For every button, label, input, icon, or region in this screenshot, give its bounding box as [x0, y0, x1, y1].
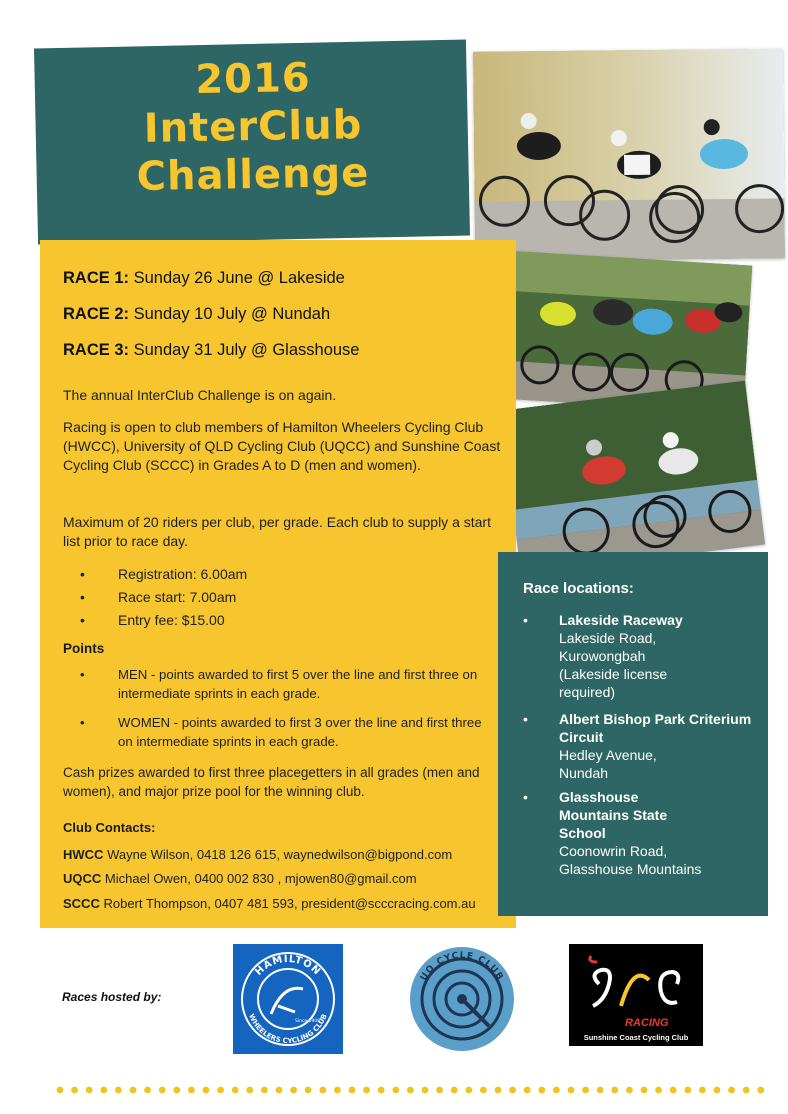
race-3-line: RACE 3: Sunday 31 July @ Glasshouse: [63, 341, 360, 359]
divider-dot: [641, 1087, 648, 1094]
location-lakeside: • Lakeside Raceway Lakeside Road, Kurowongbah (Lakeside license required): [523, 612, 683, 700]
divider-dot: [728, 1087, 735, 1094]
race-1-line: RACE 1: Sunday 26 June @ Lakeside: [63, 269, 345, 287]
divider-dot: [71, 1087, 78, 1094]
divider-dot: [714, 1087, 721, 1094]
divider-dot: [261, 1087, 268, 1094]
divider-dot: [495, 1087, 502, 1094]
divider-dot: [699, 1087, 706, 1094]
points-men: • MEN - points awarded to first 5 over the line and first three on intermediate sprints in each grade.: [80, 667, 478, 701]
divider-dot: [86, 1087, 93, 1094]
schedule-registration: • Registration: 6.00am: [80, 566, 248, 582]
cyclists-photo-3: [501, 381, 765, 575]
divider-dot: [670, 1087, 677, 1094]
divider-dot: [553, 1087, 560, 1094]
title-line-challenge: Challenge: [136, 149, 370, 201]
divider-dot: [378, 1087, 385, 1094]
divider-dot: [422, 1087, 429, 1094]
divider-dot: [568, 1087, 575, 1094]
prizes-text: Cash prizes awarded to first three placegetters in all grades (men and women), and major prize pool for the winning club.: [63, 765, 480, 799]
divider-dot: [144, 1087, 151, 1094]
divider-dot: [290, 1087, 297, 1094]
divider-dot: [173, 1087, 180, 1094]
divider-dot: [349, 1087, 356, 1094]
intro-text: The annual InterClub Challenge is on again.: [63, 387, 337, 403]
divider-dot: [436, 1087, 443, 1094]
divider-dot: [509, 1087, 516, 1094]
hamilton-since-text: Since 1908: [295, 1019, 321, 1024]
divider-dot: [334, 1087, 341, 1094]
sccc-racing-text: RACING: [625, 1017, 669, 1029]
schedule-race-start: • Race start: 7.00am: [80, 589, 237, 605]
divider-dot: [276, 1087, 283, 1094]
divider-dot: [159, 1087, 166, 1094]
divider-dot: [538, 1087, 545, 1094]
points-women: • WOMEN - points awarded to first 3 over the line and first three on intermediate sprints in each grade.: [80, 715, 482, 749]
divider-dot: [626, 1087, 633, 1094]
contacts-heading: Club Contacts:: [63, 820, 156, 835]
divider-dot: [392, 1087, 399, 1094]
points-heading: Points: [63, 641, 105, 656]
contact-sccc: SCCC Robert Thompson, 0407 481 593, president@scccracing.com.au: [63, 896, 476, 911]
hamilton-ring-text: HAMILTON: [253, 953, 323, 978]
contact-uqcc: UQCC Michael Owen, 0400 002 830 , mjowen80@gmail.com: [63, 871, 417, 886]
divider-dot: [757, 1087, 764, 1094]
maximum-text: Maximum of 20 riders per club, per grade. Each club to supply a start list prior to race day.: [63, 514, 491, 549]
dotted-divider: [56, 1081, 766, 1089]
location-glasshouse: • Glasshouse Mountains State School Coonowrin Road, Glasshouse Mountains: [523, 789, 702, 877]
eligibility-text: Racing is open to club members of Hamilton Wheelers Cycling Club (HWCC), University of QLD Cycling Club (UQCC) and Sunshine Coast Cycling Club (SCCC) in Grades A to D (men and women).: [63, 419, 501, 473]
schedule-entry-fee: • Entry fee: $15.00: [80, 612, 225, 628]
divider-dot: [100, 1087, 107, 1094]
divider-dot: [465, 1087, 472, 1094]
hamilton-lower-text: WHEELERS CYCLING CLUB: [247, 1012, 329, 1046]
uq-cycle-club-logo: [407, 944, 517, 1054]
divider-dot: [305, 1087, 312, 1094]
divider-dot: [655, 1087, 662, 1094]
locations-heading: Race locations:: [523, 580, 634, 597]
location-albert-bishop: • Albert Bishop Park Criterium Circuit Hedley Avenue, Nundah: [523, 711, 752, 781]
divider-dot: [480, 1087, 487, 1094]
divider-dot: [203, 1087, 210, 1094]
divider-dot: [319, 1087, 326, 1094]
divider-dot: [363, 1087, 370, 1094]
hosted-by-label: Races hosted by:: [62, 990, 162, 1004]
sunshine-coast-cycling-club-logo: [569, 944, 703, 1046]
hamilton-wheelers-logo: [233, 944, 343, 1054]
divider-dot: [217, 1087, 224, 1094]
divider-dot: [115, 1087, 122, 1094]
page-title: [60, 55, 446, 199]
divider-dot: [246, 1087, 253, 1094]
divider-dot: [451, 1087, 458, 1094]
race-2-line: RACE 2: Sunday 10 July @ Nundah: [63, 305, 331, 323]
divider-dot: [407, 1087, 414, 1094]
title-line-interclub: InterClub: [143, 102, 363, 152]
divider-dot: [582, 1087, 589, 1094]
divider-dot: [597, 1087, 604, 1094]
divider-dot: [188, 1087, 195, 1094]
title-year: 2016: [194, 54, 312, 104]
divider-dot: [57, 1087, 64, 1094]
divider-dot: [611, 1087, 618, 1094]
contact-hwcc: HWCC Wayne Wilson, 0418 126 615, waynedwilson@bigpond.com: [63, 847, 453, 862]
uq-ring-text: UQ CYCLE CLUB: [418, 950, 506, 983]
divider-dot: [232, 1087, 239, 1094]
divider-dot: [684, 1087, 691, 1094]
divider-dot: [130, 1087, 137, 1094]
divider-dot: [743, 1087, 750, 1094]
sccc-name-text: Sunshine Coast Cycling Club: [583, 1033, 689, 1042]
cyclists-photo-1: [473, 48, 785, 261]
divider-dot: [524, 1087, 531, 1094]
